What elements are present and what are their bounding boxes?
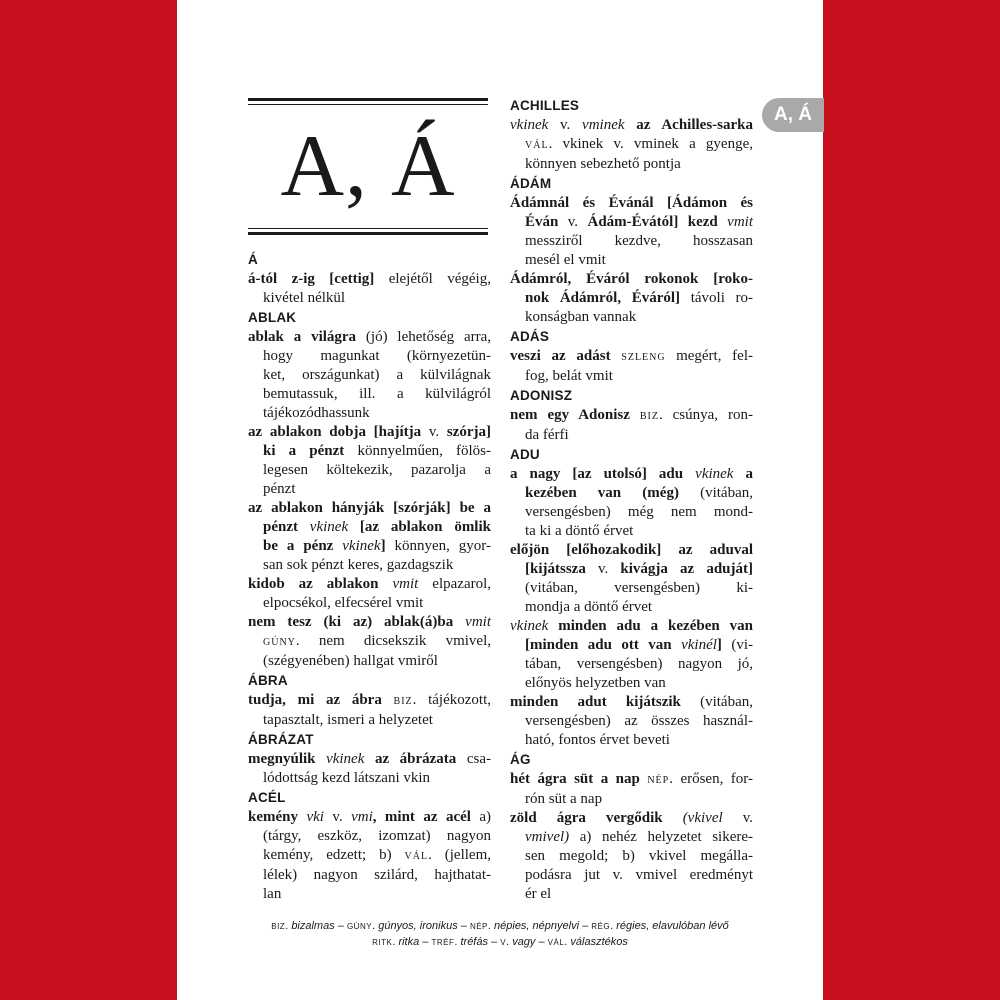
definition-text: lan [263, 886, 282, 902]
headword-text: veszi az adást [510, 348, 622, 364]
dictionary-entry [248, 575, 491, 613]
definition-text: tában, versengésben) nagyon jó, [525, 656, 753, 672]
italic-text: ritka [398, 936, 420, 948]
definition-text: – [334, 920, 347, 932]
entry-line [248, 575, 491, 594]
definition-text: mesél el vmit [525, 252, 606, 268]
italic-text: vmivel) [525, 829, 580, 845]
italic-text: vagy [512, 936, 536, 948]
title-rule-top-thick [248, 98, 488, 101]
usage-label: RÉG [591, 922, 611, 931]
dictionary-entry [510, 809, 753, 904]
headword-text: á-tól z-ig [cettig] [248, 271, 389, 287]
headword-text: a [745, 466, 753, 482]
dictionary-entry [510, 693, 753, 750]
entry-line [510, 155, 753, 174]
headword-text: Éván [525, 214, 568, 230]
definition-text: (szégyenében) hallgat vmiről [263, 653, 438, 669]
entry-line [510, 116, 753, 135]
italic-text: vmi [351, 809, 373, 825]
entry-line [248, 270, 491, 289]
entry-line [248, 480, 491, 499]
entry-line [510, 885, 753, 904]
definition-text: . [454, 936, 461, 948]
entry-line [248, 328, 491, 347]
definition-text: (vitában, versengésben) ki- [525, 580, 753, 596]
dictionary-entry [248, 750, 491, 788]
usage-label: BIZ [271, 922, 286, 931]
entry-line [510, 213, 753, 232]
headword-text: minden adut kijátszik [510, 694, 701, 710]
headword-text: ] [716, 637, 732, 653]
definition-text: elpazarol, [432, 576, 492, 592]
entry-line [510, 770, 753, 790]
dictionary-entry [510, 116, 753, 174]
title-rule-top-thin [248, 104, 488, 105]
usage-label: GÚNY [346, 922, 373, 931]
entry-line [510, 251, 753, 270]
entry-line [248, 347, 491, 366]
usage-label: VÁL [547, 938, 565, 947]
headword-text: az ábrázata [374, 751, 467, 767]
entry-line [510, 503, 753, 522]
definition-text: – [579, 920, 592, 932]
right-red-margin [823, 0, 1000, 1000]
entry-line [248, 461, 491, 480]
definition-text: ket, országunkat) a külvilágnak [263, 367, 491, 383]
entry-line [510, 809, 753, 828]
definition-text: távoli ro- [690, 290, 753, 306]
dictionary-entry [248, 613, 491, 671]
entry-line [248, 366, 491, 385]
entry-keyword: ÁBRÁZAT [248, 732, 314, 747]
entry-keyword: ÁBRA [248, 673, 288, 688]
definition-text: versengésben) még nem mond- [525, 504, 753, 520]
definition-text: ható, fontos érvet beveti [525, 732, 670, 748]
entry-keyword: ADU [510, 447, 540, 462]
entry-line [248, 518, 491, 537]
headword-text: kidob az ablakon [248, 576, 393, 592]
dictionary-entry [510, 347, 753, 386]
italic-text: választékos [570, 936, 628, 948]
headword-text: nem egy Adonisz [510, 407, 640, 423]
definition-text: a) [479, 809, 492, 825]
usage-label: VÁL [525, 140, 549, 151]
dictionary-entry [248, 270, 491, 308]
entry-line [510, 308, 753, 327]
definition-text: (vitában, [700, 694, 753, 710]
headword-text: ] [380, 538, 395, 554]
entry-line [510, 484, 753, 503]
headword-text: Ádámnál és Évánál [Ádámon és [510, 195, 753, 211]
definition-text: . nem dicsekszik vmivel, [295, 633, 491, 649]
definition-text: . [285, 920, 292, 932]
entry-line [510, 731, 753, 750]
definition-text: könnyen, gyor- [394, 538, 491, 554]
usage-label: BIZ [639, 411, 659, 422]
italic-text: bizalmas [291, 920, 335, 932]
definition-text: megért, fel- [676, 348, 753, 364]
dictionary-entry [248, 808, 491, 904]
dictionary-entry [510, 406, 753, 445]
entry-line [510, 866, 753, 885]
entry-line [510, 790, 753, 809]
dictionary-column-right [510, 96, 753, 904]
usage-label: GÚNY [263, 637, 296, 648]
definition-text: v. [560, 117, 583, 133]
entry-keyword: ÁDÁM [510, 176, 552, 191]
italic-text: vmit [465, 614, 491, 630]
definition-text: – [419, 936, 432, 948]
definition-text: . [610, 920, 617, 932]
entry-line [248, 750, 491, 769]
entry-line [510, 617, 753, 636]
entry-keyword: ADÁS [510, 329, 550, 344]
headword-text: szórja] [446, 424, 491, 440]
definition-text: pénzt [263, 481, 296, 497]
italic-text: (vkivel [682, 810, 743, 826]
dictionary-entry [510, 541, 753, 617]
entry-line [510, 426, 753, 445]
dictionary-entry [510, 194, 753, 270]
dictionary-entry [248, 328, 491, 423]
headword-text: az ablakon hányják [szórják] be a [248, 500, 491, 516]
headword-text: előjön [előhozakodik] az aduval [510, 542, 753, 558]
dictionary-entry [510, 465, 753, 541]
entry-line [248, 423, 491, 442]
headword-text: , mint az acél [372, 809, 480, 825]
definition-text: (vitában, [700, 485, 753, 501]
dictionary-entry [510, 770, 753, 809]
dictionary-entry [248, 423, 491, 499]
definition-text: elpocsékol, elfecsérel vmit [263, 595, 424, 611]
definition-text: . [392, 936, 399, 948]
headword-text: tudja, mi az ábra [248, 692, 394, 708]
entry-line [510, 406, 753, 426]
definition-text: . vkinek v. vminek a gyenge, [548, 136, 753, 152]
definition-text: v. [332, 809, 352, 825]
definition-text: rón süt a nap [525, 791, 603, 807]
entry-line [510, 847, 753, 866]
title-rule-bottom-thin [248, 228, 488, 229]
usage-label: V [500, 938, 507, 947]
headword-text: [kijátssza [525, 561, 598, 577]
italic-text: tréfás [460, 936, 488, 948]
entry-keyword: ABLAK [248, 310, 297, 325]
usage-label: NÉP [647, 775, 670, 786]
entry-line [248, 846, 491, 866]
entry-line [510, 828, 753, 847]
usage-label: VÁL [404, 851, 429, 862]
headword-text: Ádám-Évától] kezd [587, 214, 728, 230]
entry-line [248, 499, 491, 518]
headword-text: zöld ágra vergődik [510, 810, 683, 826]
definition-text: . [372, 920, 379, 932]
entry-line [510, 465, 753, 484]
entry-line [510, 560, 753, 579]
definition-text: (vi- [731, 637, 754, 653]
definition-text: konságban vannak [525, 309, 637, 325]
dictionary-entry [248, 691, 491, 730]
entry-line [510, 135, 753, 155]
italic-text: vkinek [309, 519, 360, 535]
definition-text: fog, belát vmit [525, 368, 613, 384]
italic-text: vkinek [510, 618, 559, 634]
entry-line [510, 579, 753, 598]
entry-line [510, 232, 753, 251]
definition-text: . csúnya, ron- [658, 407, 753, 423]
letter-title: A, Á [280, 118, 456, 215]
entry-line [510, 522, 753, 541]
entry-line [248, 808, 491, 827]
usage-label: RITK [372, 938, 393, 947]
definition-text: előnyös helyzetben van [525, 675, 666, 691]
entry-line [510, 367, 753, 386]
definition-text: hogy magunkat (környezetün- [263, 348, 491, 364]
entry-keyword: ACÉL [248, 790, 286, 805]
headword-text: nem tesz (ki az) ablak(á)ba [248, 614, 466, 630]
entry-line [510, 655, 753, 674]
definition-text: messziről kezdve, hosszasan [525, 233, 753, 249]
entry-line [248, 594, 491, 613]
left-red-margin [0, 0, 177, 1000]
definition-text: versengésben) az összes használ- [525, 713, 753, 729]
definition-text: v. [567, 214, 588, 230]
definition-text: a) nehéz helyzetet sikere- [579, 829, 753, 845]
entry-line [248, 691, 491, 711]
entry-line [510, 194, 753, 213]
headword-text: [az ablakon ömlik [359, 519, 491, 535]
headword-text: [minden adu ott van [525, 637, 682, 653]
definition-text: legesen költekezik, pazarolja a [263, 462, 491, 478]
definition-text: kemény, edzett; b) [263, 847, 405, 863]
letter-title-block [248, 98, 488, 235]
entry-line [248, 885, 491, 904]
definition-text: mondja a döntő érvet [525, 599, 653, 615]
usage-label: SZLENG [621, 352, 677, 363]
definition-text: da férfi [525, 427, 569, 443]
definition-text: san sok pénzt keres, gazdagszik [263, 557, 454, 573]
italic-text: vminek [582, 117, 637, 133]
definition-text: v. [597, 561, 621, 577]
italic-text: vkinek [326, 751, 375, 767]
entry-line [248, 866, 491, 885]
definition-text: – [487, 936, 501, 948]
entry-line [510, 712, 753, 731]
definition-text: elejétől végéig, [388, 271, 491, 287]
headword-text: a nagy [az utolsó] adu [510, 466, 696, 482]
definition-text: – [535, 936, 548, 948]
headword-text: hét ágra süt a nap [510, 771, 648, 787]
italic-text: vki [306, 809, 333, 825]
entry-line [248, 537, 491, 556]
italic-text: régies, elavulóban lévő [616, 920, 729, 932]
italic-text: vmit [727, 214, 753, 230]
definition-text: . [487, 920, 495, 932]
definition-text: – [457, 920, 470, 932]
headword-text: ablak a világra [248, 329, 366, 345]
definition-text: lódottság kezd látszani vkin [263, 770, 431, 786]
entry-keyword: ÁG [510, 752, 531, 767]
definition-text: sen megold; b) vkivel megálla- [525, 848, 753, 864]
definition-text: könnyen sebezhető pontja [525, 156, 681, 172]
dictionary-entry [510, 270, 753, 327]
entry-line [510, 674, 753, 693]
title-rule-bottom-thick [248, 232, 488, 235]
definition-text: kivétel nélkül [263, 290, 346, 306]
usage-label: TRÉF [431, 938, 455, 947]
dictionary-column-left [248, 250, 491, 904]
italic-text: népies, népnyelvi [494, 920, 580, 932]
entry-line [248, 632, 491, 652]
headword-text: az Achilles-sarka [636, 117, 753, 133]
definition-text: ta ki a döntő érvet [525, 523, 634, 539]
italic-text: vkinek [695, 466, 746, 482]
definition-text: (tárgy, eszköz, izomzat) nagyon [263, 828, 491, 844]
entry-line [248, 769, 491, 788]
entry-line [248, 442, 491, 461]
entry-line [248, 613, 491, 632]
entry-line [510, 289, 753, 308]
definition-text: v. [428, 424, 447, 440]
headword-text: ki a pénzt [263, 443, 358, 459]
definition-text: (jó) lehetőség arra, [365, 329, 491, 345]
headword-text: be a pénz [263, 538, 343, 554]
definition-text: . (jellem, [428, 847, 492, 863]
headword-text: megnyúlik [248, 751, 327, 767]
abbreviation-legend-line-1 [180, 918, 820, 935]
definition-text: podásra jut v. vmivel eredményt [525, 867, 753, 883]
italic-text: vmit [392, 576, 433, 592]
definition-text: . tájékozott, [412, 692, 491, 708]
entry-keyword: ACHILLES [510, 98, 580, 113]
headword-text: pénzt [263, 519, 310, 535]
definition-text: tapasztalt, ismeri a helyzetet [263, 712, 433, 728]
dictionary-entry [510, 617, 753, 693]
italic-text: vkinél [681, 637, 717, 653]
entry-line [510, 598, 753, 617]
entry-line [510, 541, 753, 560]
headword-text: kezében van (még) [525, 485, 701, 501]
entry-line [510, 636, 753, 655]
definition-text: tájékozódhassunk [263, 405, 370, 421]
dictionary-entry [248, 499, 491, 575]
entry-keyword: ADONISZ [510, 388, 573, 403]
entry-line [248, 556, 491, 575]
entry-line [248, 827, 491, 846]
headword-text: az ablakon dobja [hajítja [248, 424, 429, 440]
entry-line [248, 385, 491, 404]
definition-text: könnyelműen, fölös- [357, 443, 491, 459]
definition-text: v. [742, 810, 753, 826]
usage-label: NÉP [469, 922, 488, 931]
italic-text: vkinek [510, 117, 561, 133]
headword-text: kivágja az aduját] [620, 561, 753, 577]
entry-line [248, 404, 491, 423]
entry-line [248, 652, 491, 671]
entry-line [510, 347, 753, 367]
entry-line [248, 289, 491, 308]
definition-text: . erősen, for- [669, 771, 753, 787]
usage-label: BIZ [393, 696, 413, 707]
definition-text: bemutassuk, ill. a külvilágról [263, 386, 491, 402]
italic-text: vkinek [342, 538, 381, 554]
headword-text: nok Ádámról, Éváról] [525, 290, 691, 306]
entry-line [510, 693, 753, 712]
thumb-index-tab[interactable]: A, Á [762, 98, 824, 132]
headword-text: kemény [248, 809, 307, 825]
entry-keyword: Á [248, 252, 258, 267]
headword-text: minden adu a kezében van [558, 618, 753, 634]
entry-line [510, 270, 753, 289]
headword-text: Ádámról, Éváról rokonok [roko- [510, 271, 753, 287]
definition-text: . [506, 936, 513, 948]
definition-text: lélek) nagyon szilárd, hajthatat- [263, 867, 491, 883]
definition-text: ér el [525, 886, 552, 902]
entry-line [248, 711, 491, 730]
definition-text: csa- [466, 751, 492, 767]
definition-text: . [564, 936, 571, 948]
abbreviation-legend-line-2 [180, 934, 820, 951]
italic-text: gúnyos, ironikus [378, 920, 458, 932]
